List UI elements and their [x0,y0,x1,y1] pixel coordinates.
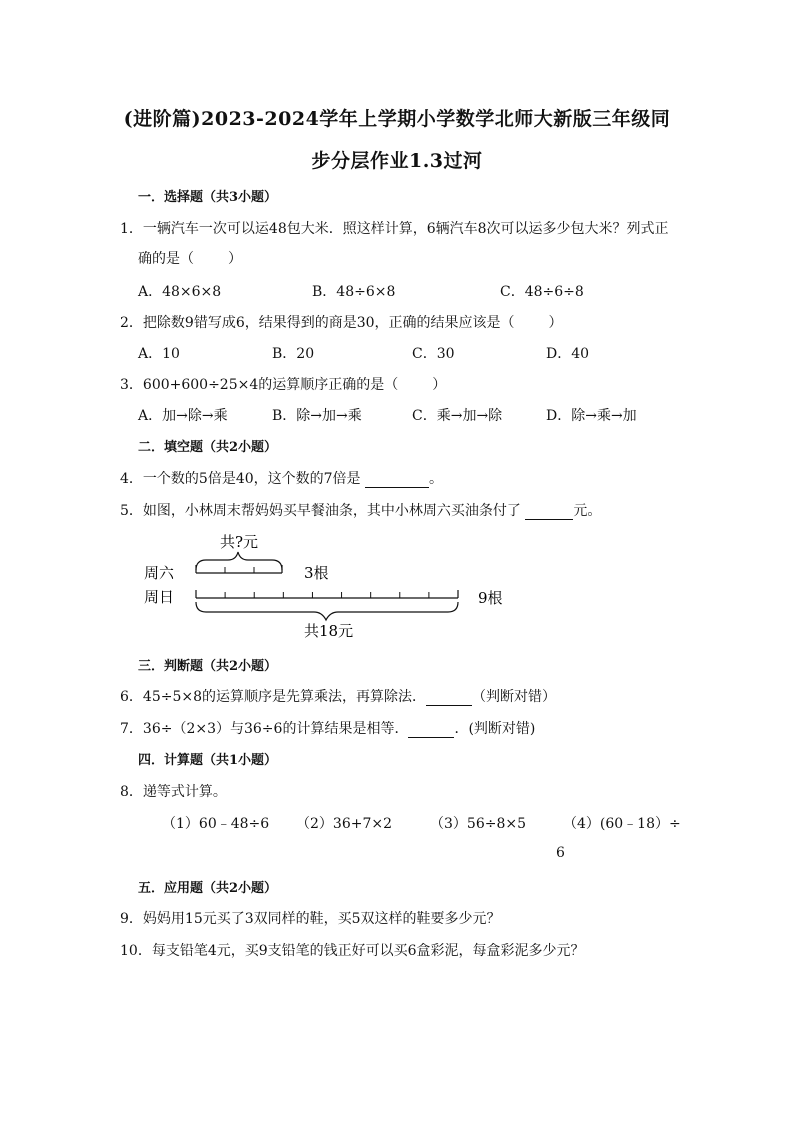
diagram-top-label: 共?元 [220,533,259,551]
q1-option-b: B．48÷6×8 [312,284,396,300]
question-7-end: ．(判断对错) [454,721,536,737]
answer-blank [408,721,454,738]
q8-item-4-cont: 6 [556,845,565,861]
question-1-close: ） [228,251,242,267]
q2-option-c: C．30 [412,346,455,362]
question-4-text [120,468,443,488]
question-7-text [120,718,535,738]
q8-item-1: （1）60﹣48÷6 [162,816,270,832]
question-5-stem: 5．如图，小林周末帮妈妈买早餐油条，其中小林周六买油条付了 [120,503,521,519]
question-6-end: （判断对错） [472,689,556,705]
section-heading-calc: 四．计算题（共1小题） [138,753,278,768]
q2-option-d: D．40 [546,346,590,362]
page-title-line-1: (进阶篇)2023-2024学年上学期小学数学北师大新版三年级同 [123,108,671,130]
q2-option-b: B．20 [272,346,315,362]
question-5-text [120,500,601,520]
question-2-text [120,312,563,332]
page-title-line-2: 步分层作业1.3过河 [311,150,483,172]
q3-option-b: B．除→加→乘 [272,408,362,424]
question-8-text: 8．递等式计算。 [120,784,227,800]
question-6-text [120,686,556,706]
section-heading-choice: 一．选择题（共3小题） [138,190,278,205]
question-3-text [120,374,446,394]
q8-item-4: （4）(60﹣18）÷ [563,816,681,832]
q1-option-a: A．48×6×8 [138,284,222,300]
answer-blank [426,689,472,706]
q1-option-c: C．48÷6÷8 [500,284,584,300]
top-brace [196,552,282,570]
question-10-text: 10．每支铅笔4元，买9支铅笔的钱正好可以买6盒彩泥，每盒彩泥多少元？ [120,943,585,959]
q3-option-d: D．除→乘→加 [546,408,637,424]
question-2-stem: 2．把除数9错写成6，结果得到的商是30，正确的结果应该是（ [120,315,515,331]
question-5-end: 元。 [573,503,602,519]
row-saturday-count: 3根 [304,564,329,582]
question-6-stem: 6．45÷5×8的运算顺序是先算乘法，再算除法． [120,689,426,705]
row-sunday-label: 周日 [144,588,175,606]
question-3-close: ） [432,377,447,393]
question-1-text-cont [138,248,242,268]
answer-blank [525,503,573,520]
q8-item-2: （2）36+7×2 [296,816,392,832]
sunday-ticks [196,590,458,598]
answer-blank [365,471,429,488]
row-saturday-label: 周六 [144,564,175,582]
question-2-close: ） [548,315,563,331]
question-4-stem: 4．一个数的5倍是40，这个数的7倍是 [120,471,361,487]
question-1-text: 1．一辆汽车一次可以运48包大米．照这样计算，6辆汽车8次可以运多少包大米？列式正 [120,221,669,237]
diagram-bottom-label: 共18元 [304,622,354,640]
q3-option-c: C．乘→加→除 [412,408,503,424]
q8-item-3: （3）56÷8×5 [430,816,526,832]
bottom-brace [196,602,458,620]
segment-diagram [130,528,530,644]
question-9-text: 9．妈妈用15元买了3双同样的鞋，买5双这样的鞋要多少元？ [120,911,501,927]
row-sunday-count: 9根 [478,589,503,607]
q2-option-a: A．10 [138,346,180,362]
question-1-stem: 确的是（ [138,251,194,267]
question-7-stem: 7．36÷（2×3）与36÷6的计算结果是相等． [120,721,409,737]
section-heading-application: 五．应用题（共2小题） [138,881,278,896]
section-heading-judge: 三．判断题（共2小题） [138,659,278,674]
question-4-end: 。 [429,471,443,487]
section-heading-fill: 二．填空题（共2小题） [138,440,278,455]
question-3-stem: 3．600+600÷25×4的运算顺序正确的是（ [120,377,399,393]
q3-option-a: A．加→除→乘 [138,408,228,424]
